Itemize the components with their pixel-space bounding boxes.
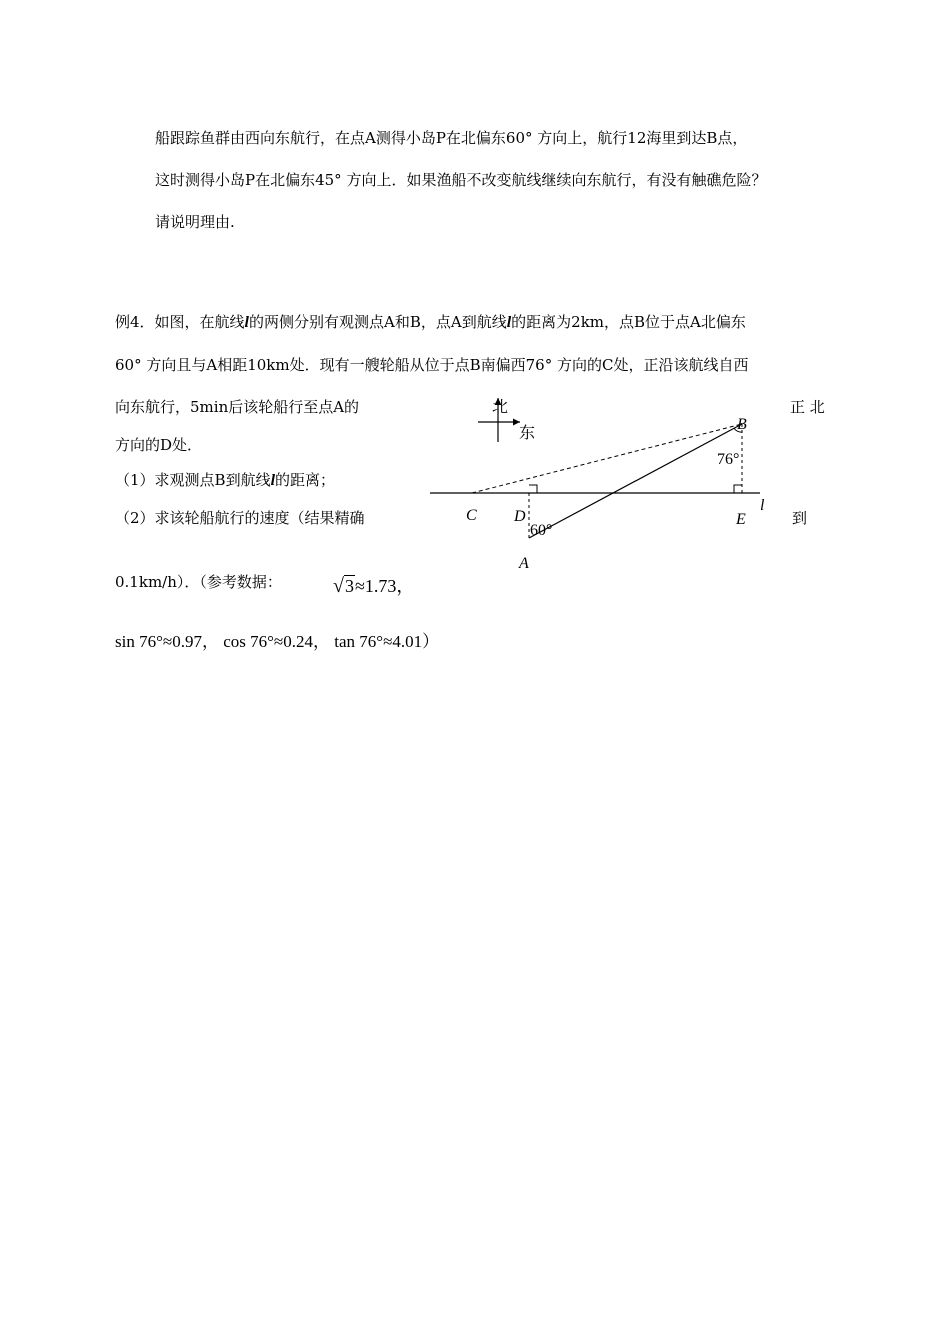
cos-value: cos 76°≈0.24， bbox=[223, 632, 331, 651]
question-1 bbox=[115, 470, 335, 491]
prev-problem-line-3: 请说明理由. bbox=[155, 213, 235, 231]
line-l-symbol: l bbox=[244, 314, 249, 331]
example-4-text-c: 的距离为2km，点B位于点A北偏东 bbox=[511, 313, 746, 331]
question-2-a: （2）求该轮船航行的速度（结果精确 bbox=[115, 509, 365, 527]
label-point-c: C bbox=[466, 507, 477, 524]
sqrt-approx: ≈1.73 bbox=[354, 576, 397, 596]
trig-values bbox=[115, 632, 439, 652]
reference-data-label: 0.1km/h）．（参考数据： bbox=[115, 573, 282, 591]
segment-cb-dashed bbox=[472, 424, 742, 493]
sin-value: sin 76°≈0.97， bbox=[115, 632, 219, 651]
line-l-symbol: l bbox=[506, 314, 512, 331]
prev-problem-line-1: 船跟踪鱼群由西向东航行，在点A测得小岛P在北偏东60° 方向上，航行12海里到达B点， bbox=[155, 129, 748, 147]
example-4-line-1 bbox=[115, 312, 746, 333]
sqrt-expression bbox=[333, 576, 414, 596]
label-line-l: l bbox=[760, 497, 765, 514]
sqrt-symbol: √3 bbox=[333, 575, 354, 597]
example-4-text-a: 例4．如图，在航线 bbox=[115, 313, 245, 331]
sqrt-radicand: 3 bbox=[344, 576, 354, 596]
example-4-line-4: 方向的D处． bbox=[115, 436, 203, 454]
label-point-b: B bbox=[737, 416, 747, 433]
right-angle-e bbox=[734, 485, 742, 493]
label-point-a: A bbox=[519, 555, 529, 572]
segment-ab bbox=[529, 424, 742, 538]
label-angle-60: 60° bbox=[530, 522, 553, 539]
prev-problem-line-2: 这时测得小岛P在北偏东45° 方向上．如果渔船不改变航线继续向东航行，有没有触礁危险？ bbox=[155, 171, 767, 189]
line-l-symbol: l bbox=[270, 472, 276, 489]
label-point-d: D bbox=[514, 508, 526, 525]
compass-north-label: 北 bbox=[492, 399, 509, 416]
right-angle-d bbox=[529, 485, 537, 493]
tan-value: tan 76°≈4.01） bbox=[334, 632, 440, 651]
geometry-diagram bbox=[420, 392, 780, 582]
label-point-e: E bbox=[736, 511, 746, 528]
question-1-text-b: 的距离； bbox=[275, 471, 336, 489]
example-4-line-3a: 向东航行，5min后该轮船行至点A的 bbox=[115, 398, 360, 416]
label-angle-76: 76° bbox=[717, 451, 740, 468]
compass-east-label: 东 bbox=[519, 425, 536, 442]
question-2-b: 到 bbox=[792, 509, 808, 527]
example-4-text-b: 的两侧分别有观测点A和B，点A到航线 bbox=[249, 313, 507, 331]
example-4-line-3b: 正 北 bbox=[790, 398, 825, 416]
question-1-text-a: （1）求观测点B到航线 bbox=[115, 471, 271, 489]
example-4-line-2: 60° 方向且与A相距10km处．现有一艘轮船从位于点B南偏西76° 方向的C处，正沿该航线自西 bbox=[115, 356, 749, 374]
ref-comma: ， bbox=[396, 576, 415, 596]
